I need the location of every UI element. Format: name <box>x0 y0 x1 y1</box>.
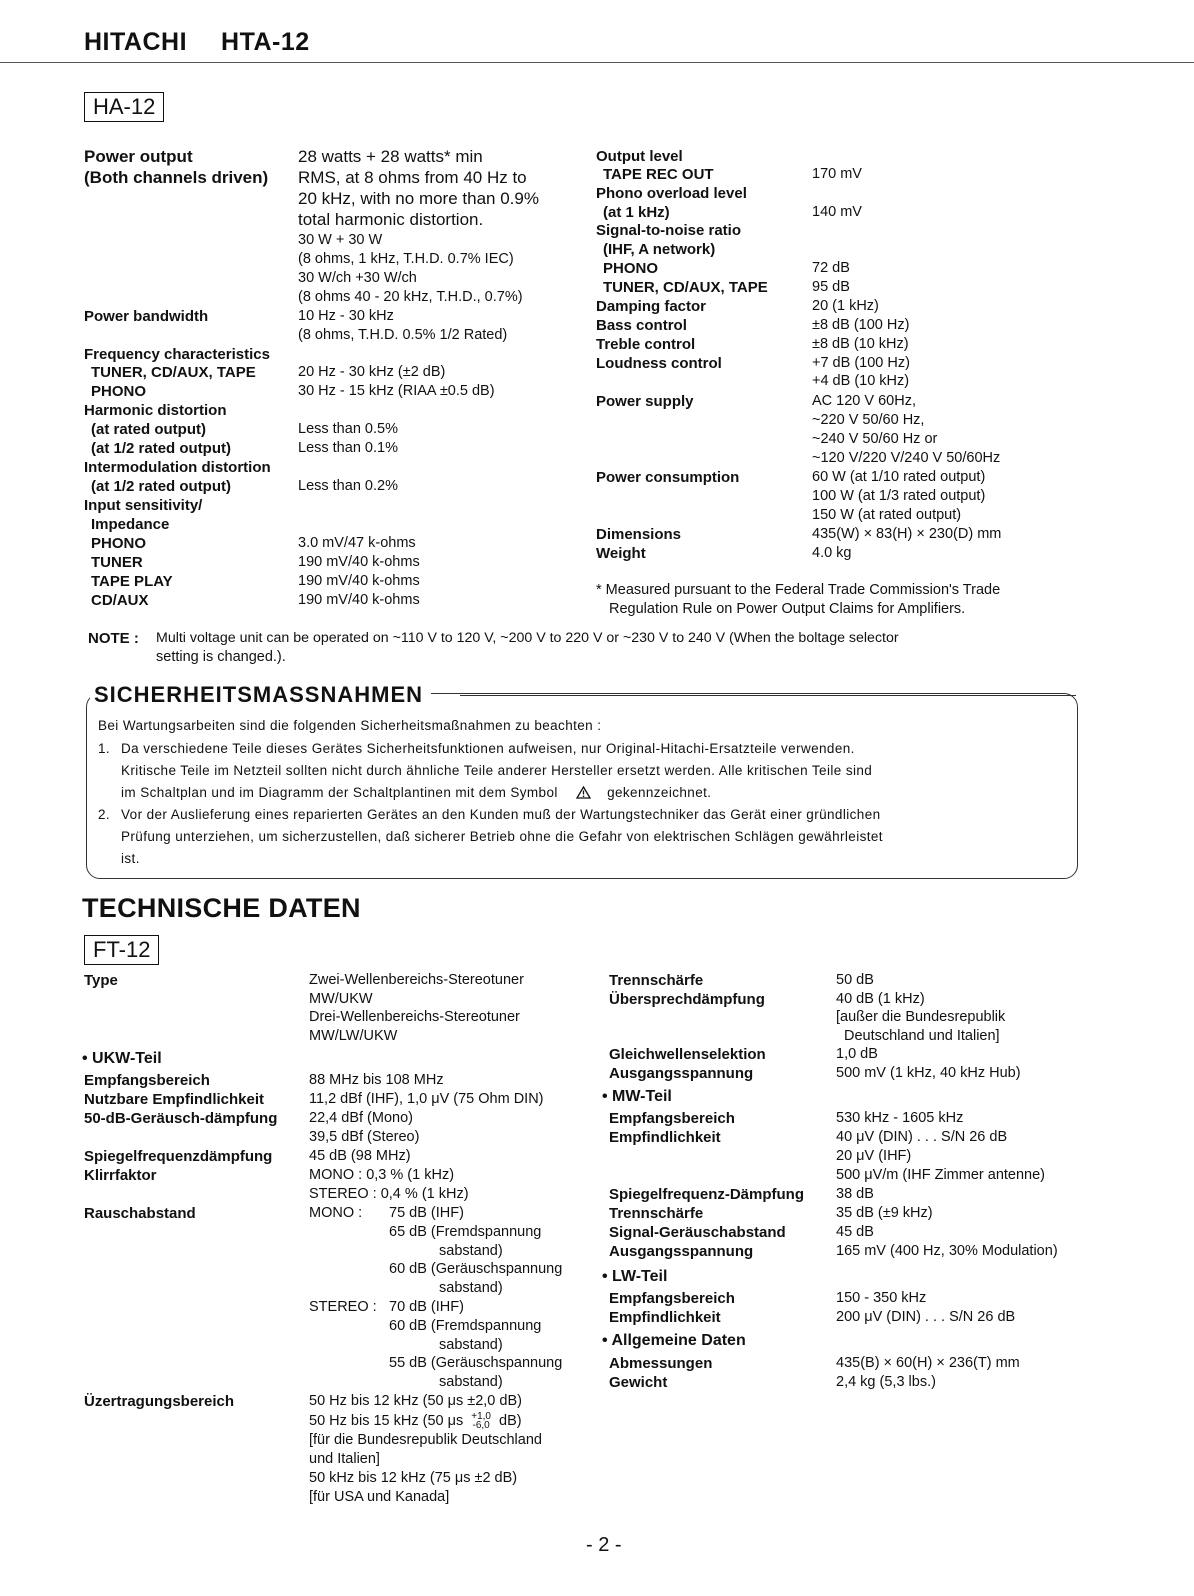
safety-item-text: im Schaltplan und im Diagramm der Schaltplantinen mit dem Symbol <box>121 785 558 800</box>
harm-half-value: Less than 0.1% <box>298 440 398 456</box>
footnote: Regulation Rule on Power Output Claims for Amplifiers. <box>609 601 966 617</box>
lw-empfind-value: 200 μV (DIN) . . . S/N 26 dB <box>836 1309 1016 1325</box>
input-label: Input sensitivity/ <box>84 497 203 514</box>
uebertr-value: dB) <box>499 1412 522 1429</box>
freq-tuner-value: 20 Hz - 30 kHz (±2 dB) <box>298 364 446 380</box>
rausch-stereo-label: STEREO : <box>309 1299 377 1315</box>
input-row-value: 190 mV/40 k-ohms <box>298 592 420 608</box>
warning-triangle-icon <box>576 786 591 802</box>
page-header <box>84 28 344 57</box>
mw-spiegel-value: 38 dB <box>836 1186 874 1202</box>
safety-item-text: Prüfung unterziehen, um sicherzustellen, daß sicherer Betrieb ohne die Gefahr von elektrischen Schlägen gewährleistet <box>121 829 883 844</box>
power-output-line: 20 kHz, with no more than 0.9% <box>298 189 539 208</box>
snr-label2: (IHF, A network) <box>603 241 716 258</box>
mw-trenn-value: 35 dB (±9 kHz) <box>836 1205 933 1221</box>
safety-title: SICHERHEITSMASSNAHMEN <box>90 682 431 708</box>
gleich-label: Gleichwellenselektion <box>609 1046 766 1063</box>
ausg-label: Ausgangsspannung <box>609 1065 754 1082</box>
lw-empf-label: Empfangsbereich <box>609 1290 735 1307</box>
power-output-small: (8 ohms, 1 kHz, T.H.D. 0.7% IEC) <box>298 251 514 267</box>
ukw-klirr-value: MONO : 0,3 % (1 kHz) <box>309 1167 455 1183</box>
ukw-geraeusch-label: 50-dB-Geräusch-dämpfung <box>84 1110 278 1127</box>
ha12-label: HA-12 <box>84 92 164 122</box>
lw-heading: • LW-Teil <box>602 1268 668 1285</box>
gew-label: Gewicht <box>609 1374 668 1391</box>
supply-value: AC 120 V 60Hz, <box>812 393 916 409</box>
mw-empf-value: 530 kHz - 1605 kHz <box>836 1110 964 1126</box>
rausch-value: sabstand) <box>439 1280 503 1296</box>
mw-heading: • MW-Teil <box>602 1088 672 1105</box>
mw-ausg-label: Ausgangsspannung <box>609 1243 754 1260</box>
type-label: Type <box>84 972 118 989</box>
type-value: Zwei-Wellenbereichs-Stereotuner <box>309 972 524 988</box>
lw-empfind-label: Empfindlichkeit <box>609 1309 721 1326</box>
ukw-empf-value: 88 MHz bis 108 MHz <box>309 1072 444 1088</box>
input-label2: Impedance <box>91 516 170 533</box>
damping-label: Damping factor <box>596 298 707 315</box>
ueber-value: Deutschland und Italien] <box>844 1028 1000 1044</box>
uebertr-value: 50 Hz bis 15 kHz (50 μs <box>309 1412 464 1429</box>
power-output-label2: (Both channels driven) <box>84 168 269 187</box>
page-number: - 2 - <box>586 1534 622 1556</box>
ukw-klirr-value2: STEREO : 0,4 % (1 kHz) <box>309 1186 469 1202</box>
rausch-mono-label: MONO : <box>309 1205 363 1221</box>
ukw-nutz-label: Nutzbare Empfindlichkeit <box>84 1091 265 1108</box>
ukw-spiegel-value: 45 dB (98 MHz) <box>309 1148 411 1164</box>
ueber-value: [außer die Bundesrepublik <box>836 1009 1006 1025</box>
rausch-value: sabstand) <box>439 1243 503 1259</box>
ft12-label: FT-12 <box>84 935 159 965</box>
power-bandwidth-label: Power bandwidth <box>84 308 209 325</box>
footnote: * Measured pursuant to the Federal Trade Commission's Trade <box>596 582 1001 598</box>
uebertr-value-line <box>309 1412 522 1430</box>
loudness-label: Loudness control <box>596 355 722 372</box>
input-row-label: PHONO <box>91 535 147 552</box>
ukw-geraeusch-value2: 39,5 dBf (Stereo) <box>309 1129 420 1145</box>
type-value: Drei-Wellenbereichs-Stereotuner <box>309 1009 520 1025</box>
input-row-label: TAPE PLAY <box>91 573 173 590</box>
abm-value: 435(B) × 60(H) × 236(T) mm <box>836 1355 1020 1371</box>
mw-empfind-label: Empfindlichkeit <box>609 1129 721 1146</box>
harm-label: Harmonic distortion <box>84 402 227 419</box>
power-output-small: 30 W + 30 W <box>298 232 383 248</box>
input-row-value: 190 mV/40 k-ohms <box>298 554 420 570</box>
uebertr-value: [für die Bundesrepublik Deutschland <box>309 1432 542 1448</box>
power-output-line: 28 watts + 28 watts* min <box>298 147 483 166</box>
mw-empfind-value: 500 μV/m (IHF Zimmer antenne) <box>836 1167 1045 1183</box>
mw-signal-label: Signal-Geräuschabstand <box>609 1224 786 1241</box>
consumption-value: 150 W (at rated output) <box>812 507 962 523</box>
input-row-value: 190 mV/40 k-ohms <box>298 573 420 589</box>
ueber-value: 40 dB (1 kHz) <box>836 991 925 1007</box>
safety-item-text: Kritische Teile im Netzteil sollten nicht durch ähnliche Teile anderer Hersteller ersetzt werden. Alle kritischen Teile sind <box>121 763 873 778</box>
input-row-label: TUNER <box>91 554 143 571</box>
uebertr-tolerance <box>471 1412 491 1430</box>
gleich-value: 1,0 dB <box>836 1046 878 1062</box>
abm-label: Abmessungen <box>609 1355 713 1372</box>
uebertr-value: 50 Hz bis 12 kHz (50 μs ±2,0 dB) <box>309 1393 522 1409</box>
phono-overload-label: Phono overload level <box>596 185 747 202</box>
rausch-value: sabstand) <box>439 1374 503 1390</box>
power-bandwidth-value: 10 Hz - 30 kHz <box>298 308 394 324</box>
model: HTA-12 <box>221 28 310 56</box>
snr-phono-label: PHONO <box>603 260 659 277</box>
safety-item-text-line <box>121 785 711 802</box>
mw-signal-value: 45 dB <box>836 1224 874 1240</box>
note-text2: setting is changed.). <box>156 649 286 665</box>
phono-overload-at-label: (at 1 kHz) <box>603 204 670 221</box>
mw-empfind-value: 40 μV (DIN) . . . S/N 26 dB <box>836 1129 1008 1145</box>
power-output-line: RMS, at 8 ohms from 40 Hz to <box>298 168 527 187</box>
phono-overload-value: 140 mV <box>812 204 862 220</box>
trenn-value: 50 dB <box>836 972 874 988</box>
supply-value: ~240 V 50/60 Hz or <box>812 431 938 447</box>
loudness-value: +7 dB (100 Hz) <box>812 355 910 371</box>
harm-half-label: (at 1/2 rated output) <box>91 440 232 457</box>
allg-heading: • Allgemeine Daten <box>602 1332 746 1349</box>
snr-tuner-value: 95 dB <box>812 279 850 295</box>
weight-value: 4.0 kg <box>812 545 852 561</box>
mw-empfind-value: 20 μV (IHF) <box>836 1148 912 1164</box>
power-output-line: total harmonic distortion. <box>298 210 484 229</box>
safety-item-number: 2. <box>98 807 111 822</box>
safety-item-text: ist. <box>121 851 140 866</box>
dimensions-label: Dimensions <box>596 526 682 543</box>
rausch-value: sabstand) <box>439 1337 503 1353</box>
supply-label: Power supply <box>596 393 694 410</box>
rausch-value: 55 dB (Geräuschspannung <box>389 1355 563 1371</box>
safety-intro: Bei Wartungsarbeiten sind die folgenden Sicherheitsmaßnahmen zu beachten : <box>98 718 602 733</box>
rausch-label: Rauschabstand <box>84 1205 196 1222</box>
freq-phono-value: 30 Hz - 15 kHz (RIAA ±0.5 dB) <box>298 383 495 399</box>
freq-label: Frequency characteristics <box>84 346 270 363</box>
snr-phono-value: 72 dB <box>812 260 850 276</box>
mw-spiegel-label: Spiegelfrequenz-Dämpfung <box>609 1186 805 1203</box>
damping-value: 20 (1 kHz) <box>812 298 879 314</box>
supply-value: ~220 V 50/60 Hz, <box>812 412 925 428</box>
mw-empf-label: Empfangsbereich <box>609 1110 735 1127</box>
note-label: NOTE : <box>88 630 139 647</box>
treble-value: ±8 dB (10 kHz) <box>812 336 909 352</box>
type-value: MW/LW/UKW <box>309 1028 398 1044</box>
tolerance-lower: -6,0 <box>472 1420 490 1431</box>
uebertr-value: und Italien] <box>309 1451 380 1467</box>
imd-half-value: Less than 0.2% <box>298 478 398 494</box>
safety-item-text: Da verschiedene Teile dieses Gerätes Sicherheitsfunktionen aufweisen, nur Original-Hitachi-Ersatzteile verwenden. <box>121 741 855 756</box>
ukw-heading: • UKW-Teil <box>82 1050 162 1067</box>
imd-label: Intermodulation distortion <box>84 459 271 476</box>
imd-half-label: (at 1/2 rated output) <box>91 478 232 495</box>
input-row-value: 3.0 mV/47 k-ohms <box>298 535 416 551</box>
rausch-value: 70 dB (IHF) <box>389 1299 464 1315</box>
tech-title: TECHNISCHE DATEN <box>82 893 361 923</box>
ukw-nutz-value: 11,2 dBf (IHF), 1,0 μV (75 Ohm DIN) <box>309 1091 544 1107</box>
ausg-value: 500 mV (1 kHz, 40 kHz Hub) <box>836 1065 1021 1081</box>
bass-label: Bass control <box>596 317 687 334</box>
tape-rec-out-value: 170 mV <box>812 166 862 182</box>
input-row-label: CD/AUX <box>91 592 149 609</box>
mw-trenn-label: Trennschärfe <box>609 1205 704 1222</box>
dimensions-value: 435(W) × 83(H) × 230(D) mm <box>812 526 1002 542</box>
gew-value: 2,4 kg (5,3 lbs.) <box>836 1374 936 1390</box>
ukw-klirr-label: Klirrfaktor <box>84 1167 157 1184</box>
power-bandwidth-value2: (8 ohms, T.H.D. 0.5% 1/2 Rated) <box>298 327 508 343</box>
loudness-value2: +4 dB (10 kHz) <box>812 373 910 389</box>
uebertr-label: Üzertragungsbereich <box>84 1393 235 1410</box>
safety-item-text: gekennzeichnet. <box>607 785 712 800</box>
consumption-label: Power consumption <box>596 469 740 486</box>
output-level-label: Output level <box>596 148 683 165</box>
lw-empf-value: 150 - 350 kHz <box>836 1290 927 1306</box>
freq-phono-label: PHONO <box>91 383 147 400</box>
trenn-label: Trennschärfe <box>609 972 704 989</box>
power-output-small: 30 W/ch +30 W/ch <box>298 270 417 286</box>
header-rule <box>0 62 1194 63</box>
tolerance-upper: +1,0 <box>471 1411 491 1422</box>
ukw-spiegel-label: Spiegelfrequenzdämpfung <box>84 1148 273 1165</box>
safety-item-text: Vor der Auslieferung eines reparierten Gerätes an den Kunden muß der Wartungstechniker das Gerät einer gründlichen <box>121 807 881 822</box>
weight-label: Weight <box>596 545 646 562</box>
uebertr-value: 50 kHz bis 12 kHz (75 μs ±2 dB) <box>309 1470 518 1486</box>
note-text: Multi voltage unit can be operated on ~110 V to 120 V, ~200 V to 220 V or ~230 V to 240 V (When the boltage selector <box>156 630 899 646</box>
ukw-geraeusch-value: 22,4 dBf (Mono) <box>309 1110 413 1126</box>
rausch-value: 60 dB (Geräuschspannung <box>389 1261 563 1277</box>
ukw-empf-label: Empfangsbereich <box>84 1072 210 1089</box>
ueber-label: Übersprechdämpfung <box>609 991 765 1008</box>
harm-rated-label: (at rated output) <box>91 421 206 438</box>
consumption-value: 100 W (at 1/3 rated output) <box>812 488 986 504</box>
rausch-value: 75 dB (IHF) <box>389 1205 464 1221</box>
harm-rated-value: Less than 0.5% <box>298 421 398 437</box>
uebertr-value: [für USA und Kanada] <box>309 1489 450 1505</box>
consumption-value: 60 W (at 1/10 rated output) <box>812 469 986 485</box>
brand: HITACHI <box>84 28 188 56</box>
safety-title-rule <box>460 695 1076 696</box>
bass-value: ±8 dB (100 Hz) <box>812 317 910 333</box>
tape-rec-out-label: TAPE REC OUT <box>603 166 714 183</box>
type-value: MW/UKW <box>309 991 373 1007</box>
freq-tuner-label: TUNER, CD/AUX, TAPE <box>91 364 256 381</box>
snr-label: Signal-to-noise ratio <box>596 222 742 239</box>
safety-item-number: 1. <box>98 741 111 756</box>
snr-tuner-label: TUNER, CD/AUX, TAPE <box>603 279 768 296</box>
rausch-value: 60 dB (Fremdspannung <box>389 1318 542 1334</box>
mw-ausg-value: 165 mV (400 Hz, 30% Modulation) <box>836 1243 1058 1259</box>
treble-label: Treble control <box>596 336 696 353</box>
supply-value: ~120 V/220 V/240 V 50/60Hz <box>812 450 1001 466</box>
power-output-label: Power output <box>84 147 193 166</box>
power-output-small: (8 ohms 40 - 20 kHz, T.H.D., 0.7%) <box>298 289 523 305</box>
rausch-value: 65 dB (Fremdspannung <box>389 1224 542 1240</box>
